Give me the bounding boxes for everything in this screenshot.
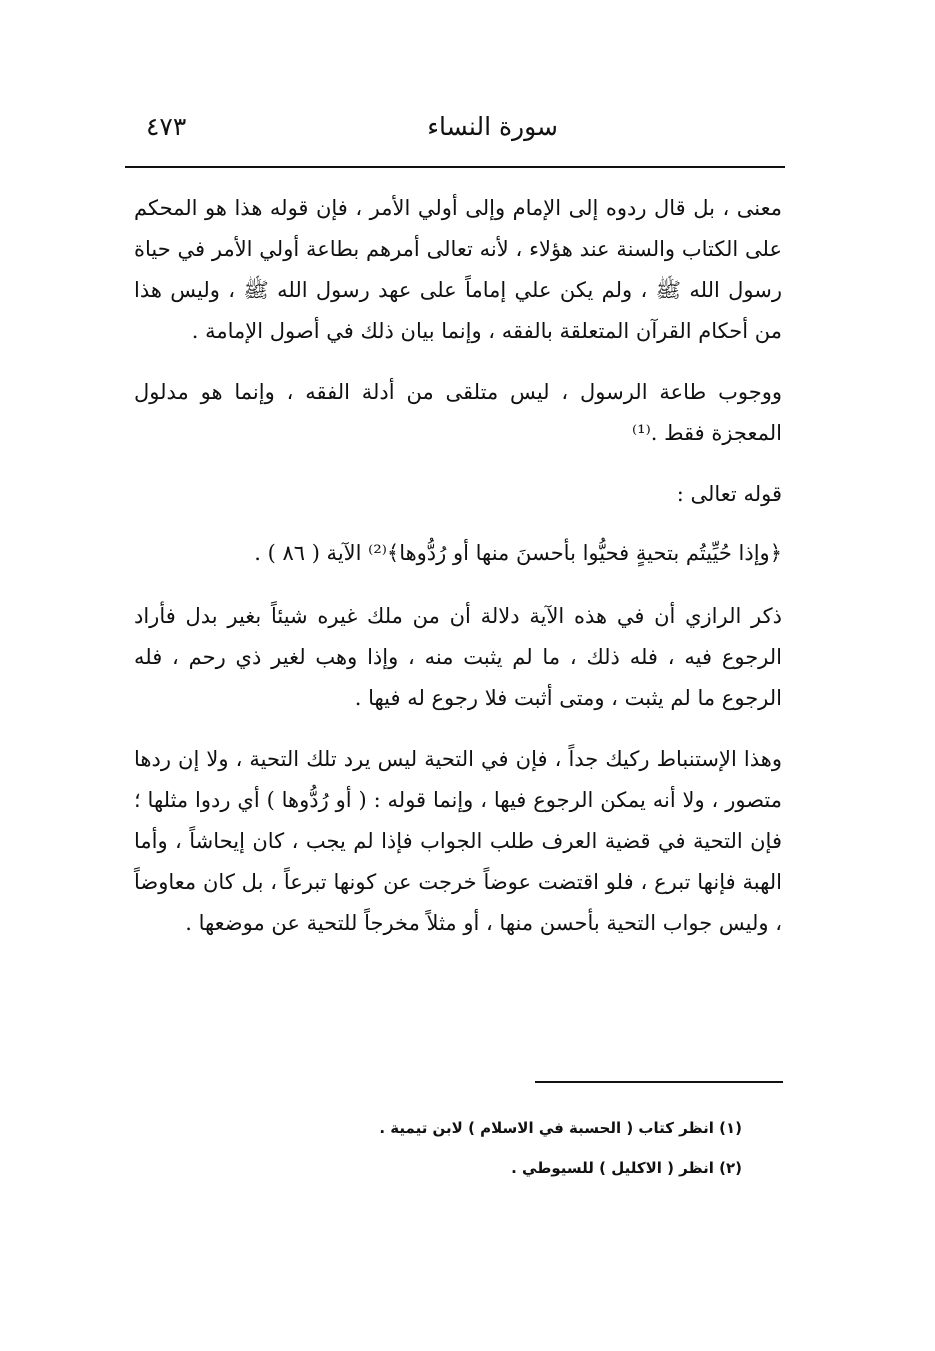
paragraph-2: ووجوب طاعة الرسول ، ليس متلقى من أدلة الفقه ، وإنما هو مدلول المعجزة فقط .⁽¹⁾: [134, 380, 782, 445]
paragraph-1: معنى ، بل قال ردوه إلى الإمام وإلى أولي الأمر ، فإن قوله هذا هو المحكم على الكتاب والسنة عند هؤلاء ، لأنه تعالى أمرهم بطاعة أولي الأمر في حياة رسول الله ﷺ ، ولم يكن علي إماماً على عهد رسول الله ﷺ ، وليس هذا من أحكام القرآن المتعلقة بالفقه ، وإنما بيان ذلك في أصول الإمامة .: [134, 196, 782, 343]
footnote-2: (٢) انظر ( الاكليل ) للسيوطي .: [511, 1159, 742, 1177]
footnote-1: (١) انظر كتاب ( الحسبة في الاسلام ) لابن تيمية .: [379, 1119, 742, 1137]
main-text: [134, 188, 782, 964]
surah-title: سورة النساء: [427, 112, 558, 141]
page-number: ٤٧٣: [146, 112, 187, 141]
paragraph-3: قوله تعالى :: [676, 482, 782, 506]
paragraph-6: وهذا الإستنباط ركيك جداً ، فإن في التحية ليس يرد تلك التحية ، ولا إن ردها متصور ، ولا أنه يمكن الرجوع فيها ، وإنما قوله : ( أو رُدُّوها ) أي ردوا مثلها ؛ فإن التحية في قضية العرف طلب الجواب فإذا لم يجب ، كان إيحاشاً ، وأما الهبة فإنها تبرع ، فلو اقتضت عوضاً خرجت عن كونها تبرعاً ، بل كان معاوضاً ، وليس جواب التحية بأحسن منها ، أو مثلاً مخرجاً للتحية عن موضعها .: [134, 747, 782, 935]
header-divider: [125, 166, 785, 168]
verse-quote: ﴿وإذا حُيِّيتُم بتحيةٍ فحيُّوا بأحسنَ منها أو رُدُّوها﴾⁽²⁾ الآية ( ٨٦ ) .: [254, 541, 782, 565]
footnotes: [300, 1108, 742, 1188]
page-header: [128, 112, 783, 152]
paragraph-5: ذكر الرازي أن في هذه الآية دلالة أن من ملك غيره شيئاً بغير بدل فأراد الرجوع فيه ، فله ذلك ، ما لم يثبت منه ، وإذا وهب لغير ذي رحم ، فله الرجوع ما لم يثبت ، ومتى أثبت فلا رجوع له فيها .: [134, 604, 782, 710]
footnote-divider: [535, 1081, 783, 1083]
